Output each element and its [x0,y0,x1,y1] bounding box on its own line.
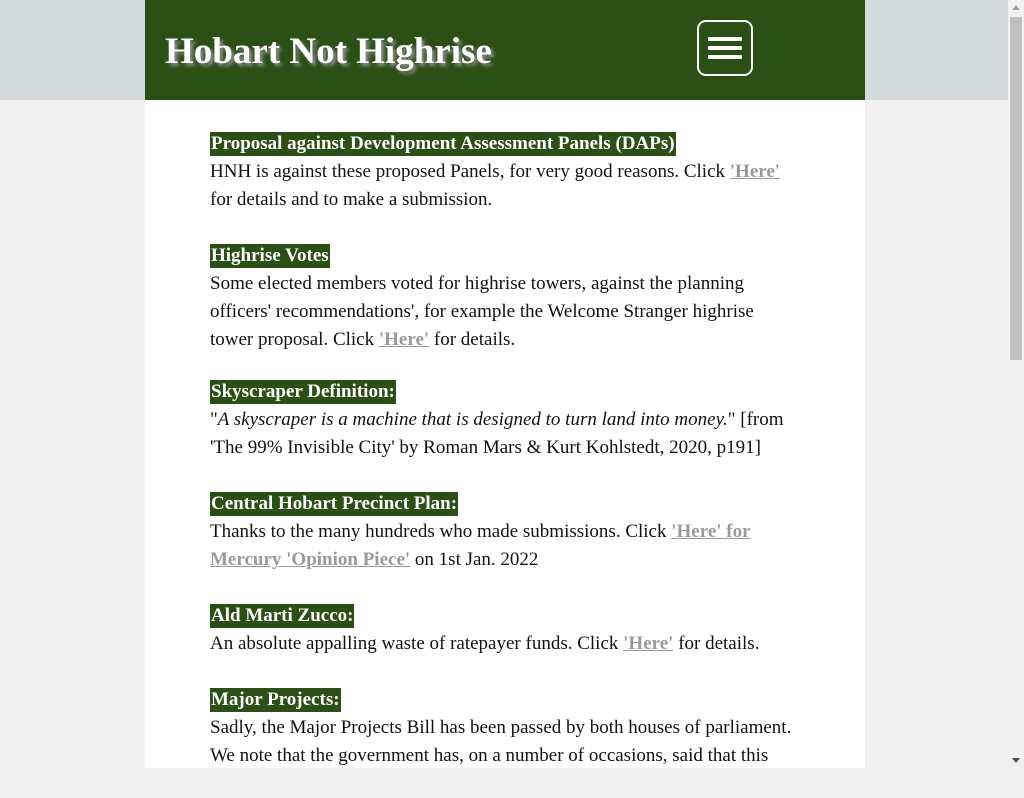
hamburger-menu-icon-bar [708,46,742,50]
section-text [210,406,800,462]
site-title[interactable]: Hobart Not Highrise [165,31,492,72]
section-text [210,518,800,574]
section-text [210,158,800,214]
scroll-down-button[interactable] [1008,752,1024,768]
section-highrise-votes [210,242,800,354]
text-fragment: Sadly, the Major Projects Bill has been passed by both houses of parliament. We note that the government has, on a number of occasions, said that this [210,717,792,766]
text-fragment: Some elected members voted for highrise towers, against the planning officers' recommendations', for example the Welcome Stranger highrise tower proposal. Click [210,273,754,350]
text-fragment: " [210,409,218,430]
scrollbar-thumb[interactable] [1010,17,1022,360]
section-central-hobart-precinct-plan [210,490,800,574]
quote-text: A skyscraper is a machine that is designed to turn land into money. [217,409,728,430]
section-heading: Central Hobart Precinct Plan: [211,493,458,514]
section-text [210,630,800,658]
section-heading: Proposal against Development Assessment Panels (DAPs) [211,133,675,154]
section-skyscraper-definition [210,378,800,462]
page-container [145,0,865,768]
section-heading: Ald Marti Zucco: [211,605,354,626]
main-content [210,130,800,798]
section-heading: Major Projects: [211,689,340,710]
section-major-projects [210,686,800,770]
section-daps [210,130,800,214]
text-fragment: for details and to make a submission. [210,189,493,210]
vertical-scrollbar[interactable] [1008,0,1024,768]
text-fragment: on 1st Jan. 2022 [410,549,539,570]
site-header [145,0,865,100]
text-fragment: An absolute appalling waste of ratepayer funds. Click [210,633,624,654]
section-text [210,270,800,354]
text-fragment: HNH is against these proposed Panels, for very good reasons. Click [210,161,730,182]
section-ald-marti-zucco [210,602,800,658]
hamburger-menu-icon [708,37,742,41]
scroll-up-button[interactable] [1008,0,1024,16]
here-link[interactable]: 'Here' [623,633,674,654]
text-fragment: Thanks to the many hundreds who made submissions. Click [210,521,672,542]
hamburger-menu-icon-bar [708,55,742,59]
arrow-up-icon [1012,5,1020,10]
here-link[interactable]: 'Here' [729,161,781,182]
here-link[interactable]: 'Here' [378,329,430,350]
hamburger-menu-button[interactable] [697,20,753,76]
opinion-piece-link[interactable]: 'Here' for Mercury 'Opinion Piece' [210,521,751,570]
section-heading: Skyscraper Definition: [211,381,395,402]
arrow-down-icon [1012,758,1020,763]
text-fragment: for details. [673,633,760,654]
section-text [210,714,800,770]
text-fragment: for details. [429,329,516,350]
section-heading: Highrise Votes [211,245,329,266]
text-fragment: " [from 'The 99% Invisible City' by Roman Mars & Kurt Kohlstedt, 2020, p191] [210,409,784,458]
